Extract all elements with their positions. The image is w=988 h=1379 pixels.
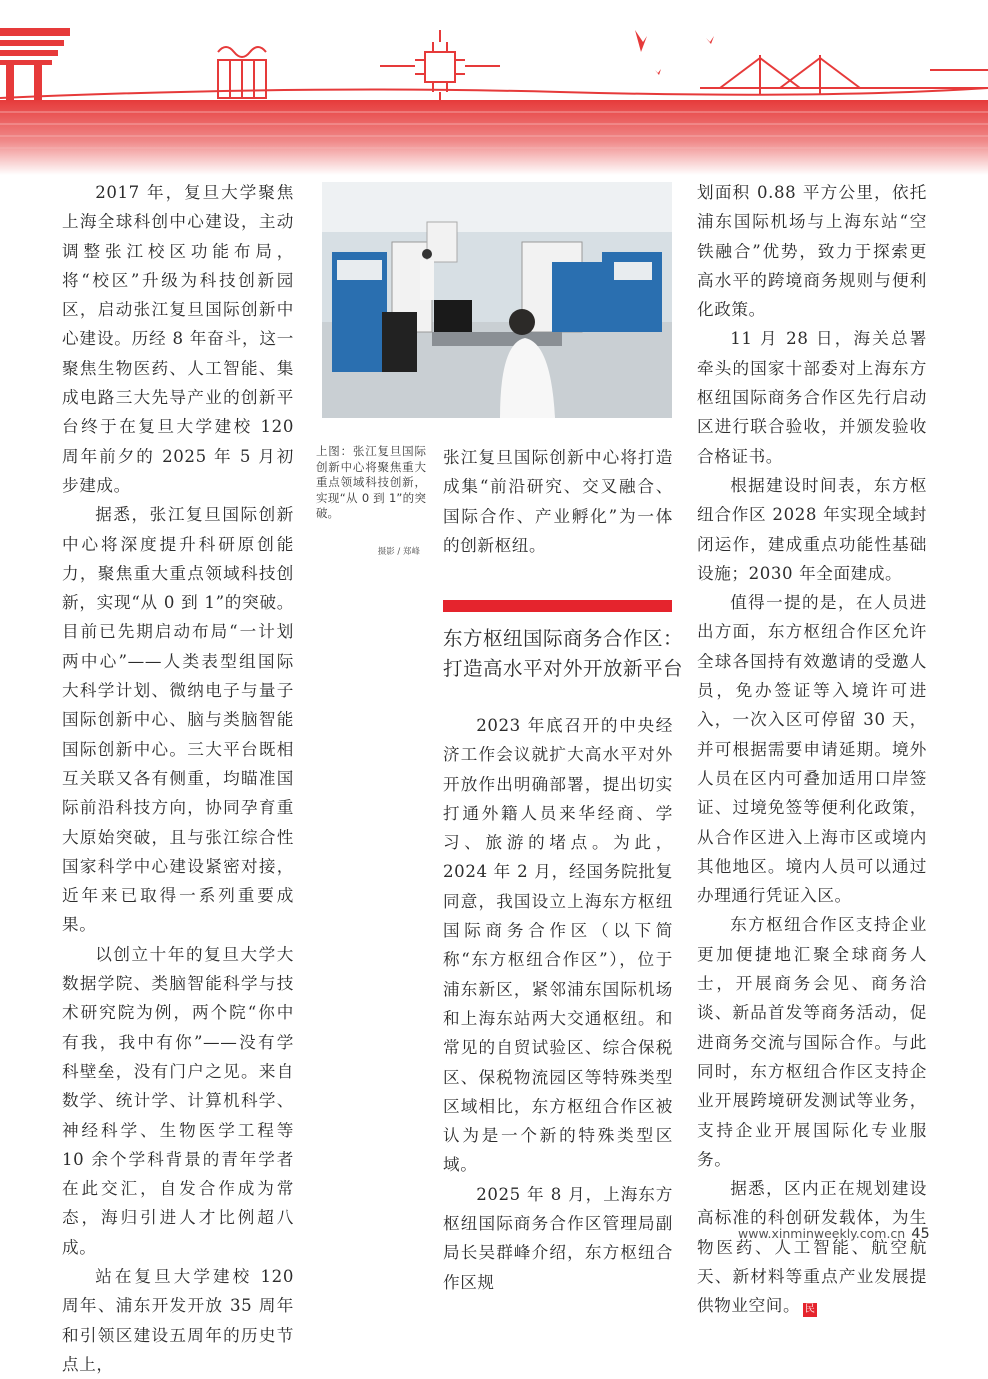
photo-caption: 上图：张江复旦国际创新中心将聚焦重大重点领域科技创新，实现“从 0 到 1”的突破。 <box>316 444 426 521</box>
magazine-end-mark-icon: 民 <box>804 1304 816 1316</box>
article-column-1 <box>62 178 294 1379</box>
pavilion-icon <box>0 28 70 100</box>
paragraph: 划面积 0.88 平方公里，依托浦东国际机场与上海东站“空铁融合”优势，致力于探索更高水平的跨境商务规则与便利化政策。 <box>697 183 927 320</box>
paragraph-text: 据悉，区内正在规划建设高标准的科创研发载体，为生物医药、人工智能、航空航天、新材料等重点产业发展提供物业空间。 <box>697 1179 927 1316</box>
website-url[interactable]: www.xinminweekly.com.cn <box>738 1226 906 1241</box>
paragraph: 11 月 28 日，海关总署牵头的国家十部委对上海东方枢纽国际商务合作区先行启动区进行联合验收，并颁发验收合格证书。 <box>697 329 927 466</box>
paragraph: 张江复旦国际创新中心将打造成集“前沿研究、交叉融合、国际合作、产业孵化”为一体的创新枢纽。 <box>443 448 673 555</box>
bird-icon <box>635 30 714 75</box>
page-footer <box>738 1226 930 1242</box>
section-title-line: 东方枢纽国际商务合作区： <box>443 627 684 650</box>
paragraph: 据悉，张江复旦国际创新中心将深度提升科研原创能力，聚焦重大重点领域科技创新，实现“从 0 到 1”的突破。目前已先期启动布局“一计划两中心”——人类表型组国际大科学计划、微纳电子与量子国际创新中心、脑与类脑智能国际创新中心。三大平台既相互关联又各有侧重，均瞄准国际前沿科技方向，协同孕育重大原始突破，且与张江综合性国家科学中心建设紧密对接，近年来已取得一系列重要成果。 <box>62 505 294 935</box>
photo-credit: 摄影 / 郑峰 <box>377 547 420 557</box>
paragraph: 2017 年，复旦大学聚焦上海全球科创中心建设，主动调整张江校区功能布局，将“校区”升级为科技创新园区，启动张江复旦国际创新中心建设。历经 8 年奋斗，这一聚焦生物医药、人工智能、集成电路三大先导产业的创新平台终于在复旦大学建校 120 周年前夕的 2025 年 5 月初步建成。 <box>62 183 294 495</box>
section-accent-bar <box>443 600 672 612</box>
lab-photo <box>322 182 672 418</box>
section-title <box>443 624 683 684</box>
paragraph: 东方枢纽合作区支持企业更加便捷地汇聚全球商务人士，开展商务会见、商务洽谈、新品首发等商务活动，促进商务交流与国际合作。与此同时，东方枢纽合作区支持企业开展跨境研发测试等业务，支持企业开展国际化专业服务。 <box>697 915 927 1169</box>
paragraph: 2023 年底召开的中央经济工作会议就扩大高水平对外开放作出明确部署，提出切实打通外籍人员来华经商、学习、旅游的堵点。为此，2024 年 2 月，经国务院批复同意，我国设立上海东方枢纽国际商务合作区（以下简称“东方枢纽合作区”），位于浦东新区，紧邻浦东国际机场和上海东站两大交通枢纽。和常见的自贸试验区、综合保税区、保税物流园区等特殊类型区域相比，东方枢纽合作区被认为是一个新的特殊类型区域。 <box>443 716 673 1175</box>
paragraph: 以创立十年的复旦大学大数据学院、类脑智能科学与技术研究院为例，两个院“你中有我，我中有你”——没有学科壁垒，没有门户之见。来自数学、统计学、计算机科学、神经科学、生物医学工程等 10 余个学科背景的青年学者在此交汇，自发合作成为常态，海归引进人才比例超八成。 <box>62 944 294 1257</box>
article-column-2-top <box>443 443 673 560</box>
section-title-line: 打造高水平对外开放新平台 <box>443 657 684 680</box>
paragraph: 根据建设时间表，东方枢纽合作区 2028 年实现全域封闭运作，建成重点功能性基础设施；2030 年全面建成。 <box>697 475 927 583</box>
article-column-2 <box>443 711 673 1297</box>
page-number: 45 <box>911 1226 930 1242</box>
bridge-icon <box>700 55 988 95</box>
header-banner <box>0 0 988 175</box>
article-column-3 <box>697 178 930 1321</box>
paragraph: 2025 年 8 月，上海东方枢纽国际商务合作区管理局副局长吴群峰介绍，东方枢纽合作区规 <box>443 1184 673 1292</box>
paragraph: 值得一提的是，在人员进出方面，东方枢纽合作区允许全球各国持有效邀请的受邀人员，免办签证等入境许可进入，一次入区可停留 30 天，并可根据需要申请延期。境外人员在区内可叠加适用口岸签证、过境免签等便利化政策，从合作区进入上海市区或境内其他地区。境内人员可以通过办理通行凭证入区。 <box>697 593 927 906</box>
paragraph: 站在复旦大学建校 120 周年、浦东开发开放 35 周年和引领区建设五周年的历史节点上， <box>62 1266 294 1374</box>
paragraph-last <box>697 1174 930 1320</box>
